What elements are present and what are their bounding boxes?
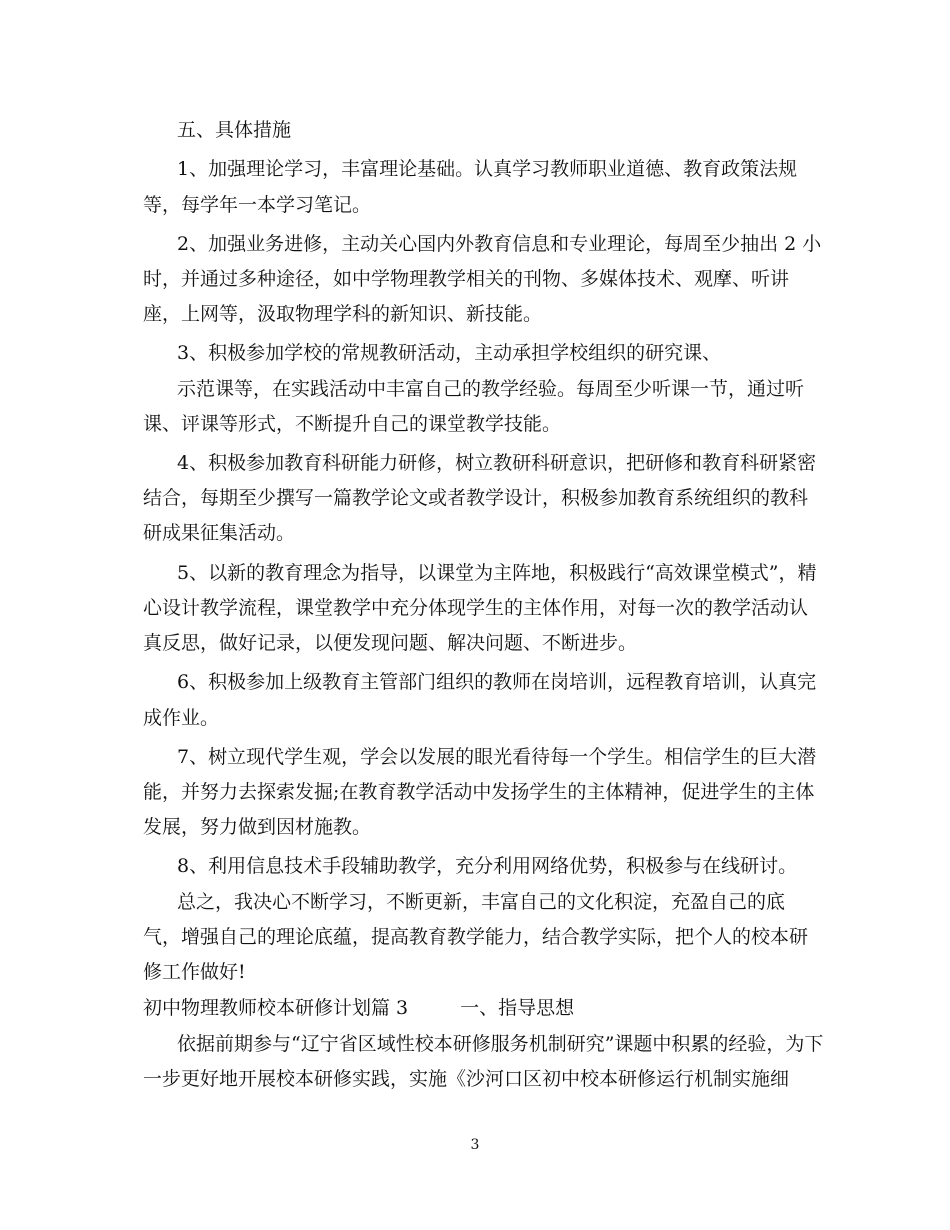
section-title: 初中物理教师校本研修计划篇 3 bbox=[143, 997, 409, 1019]
paragraph-line: 修工作做好! bbox=[143, 961, 246, 983]
paragraph-line: 2、加强业务进修，主动关心国内外教育信息和专业理论，每周至少抽出 2 小 bbox=[177, 233, 822, 255]
heading-measures: 五、具体措施 bbox=[177, 119, 292, 141]
paragraph-line: 能，并努力去探索发掘;在教育教学活动中发扬学生的主体精神，促进学生的主体 bbox=[143, 781, 815, 803]
paragraph-line: 依据前期参与“辽宁省区域性校本研修服务机制研究”课题中积累的经验，为下 bbox=[177, 1033, 824, 1055]
paragraph-line: 3、积极参加学校的常规教研活动，主动承担学校组织的研究课、 bbox=[177, 342, 722, 364]
paragraph-line: 时，并通过多种途径，如中学物理教学相关的刊物、多媒体技术、观摩、听讲 bbox=[143, 268, 790, 290]
paragraph-line: 一步更好地开展校本研修实践，实施《沙河口区初中校本研修运行机制实施细 bbox=[143, 1068, 790, 1090]
page-number: 3 bbox=[470, 1137, 480, 1153]
paragraph-line: 6、积极参加上级教育主管部门组织的教师在岗培训，远程教育培训，认真完 bbox=[177, 671, 817, 693]
paragraph-line: 7、树立现代学生观，学会以发展的眼光看待每一个学生。相信学生的巨大潜 bbox=[177, 746, 817, 768]
paragraph-line: 示范课等，在实践活动中丰富自己的教学经验。每周至少听课一节，通过听 bbox=[177, 378, 805, 400]
section-subtitle: 一、指导思想 bbox=[460, 997, 575, 1019]
paragraph-line: 发展，努力做到因材施教。 bbox=[143, 816, 372, 838]
paragraph-line: 座，上网等，汲取物理学科的新知识、新技能。 bbox=[143, 303, 543, 325]
paragraph-line: 研成果征集活动。 bbox=[143, 522, 296, 544]
paragraph-line: 4、积极参加教育科研能力研修，树立教研科研意识，把研修和教育科研紧密 bbox=[177, 452, 817, 474]
paragraph-line: 结合，每期至少撰写一篇教学论文或者教学设计，积极参加教育系统组织的教科 bbox=[143, 487, 809, 509]
paragraph-line: 8、利用信息技术手段辅助教学，充分利用网络优势，积极参与在线研讨。 bbox=[177, 855, 798, 877]
paragraph-line: 5、以新的教育理念为指导，以课堂为主阵地，积极践行“高效课堂模式”，精 bbox=[177, 562, 817, 584]
paragraph-line: 真反思，做好记录，以便发现问题、解决问题、不断进步。 bbox=[143, 632, 638, 654]
paragraph-line: 气，增强自己的理论底蕴，提高教育教学能力，结合教学实际，把个人的校本研 bbox=[143, 926, 809, 948]
paragraph-line: 等，每学年一本学习笔记。 bbox=[143, 194, 372, 216]
paragraph-line: 课、评课等形式，不断提升自己的课堂教学技能。 bbox=[143, 413, 562, 435]
paragraph-line: 心设计教学流程，课堂教学中充分体现学生的主体作用，对每一次的教学活动认 bbox=[143, 597, 809, 619]
section-heading bbox=[143, 996, 574, 1020]
paragraph-line: 1、加强理论学习，丰富理论基础。认真学习教师职业道德、教育政策法规 bbox=[177, 158, 798, 180]
paragraph-line: 成作业。 bbox=[143, 707, 220, 729]
paragraph-line: 总之，我决心不断学习，不断更新，丰富自己的文化积淀，充盈自己的底 bbox=[177, 891, 786, 913]
